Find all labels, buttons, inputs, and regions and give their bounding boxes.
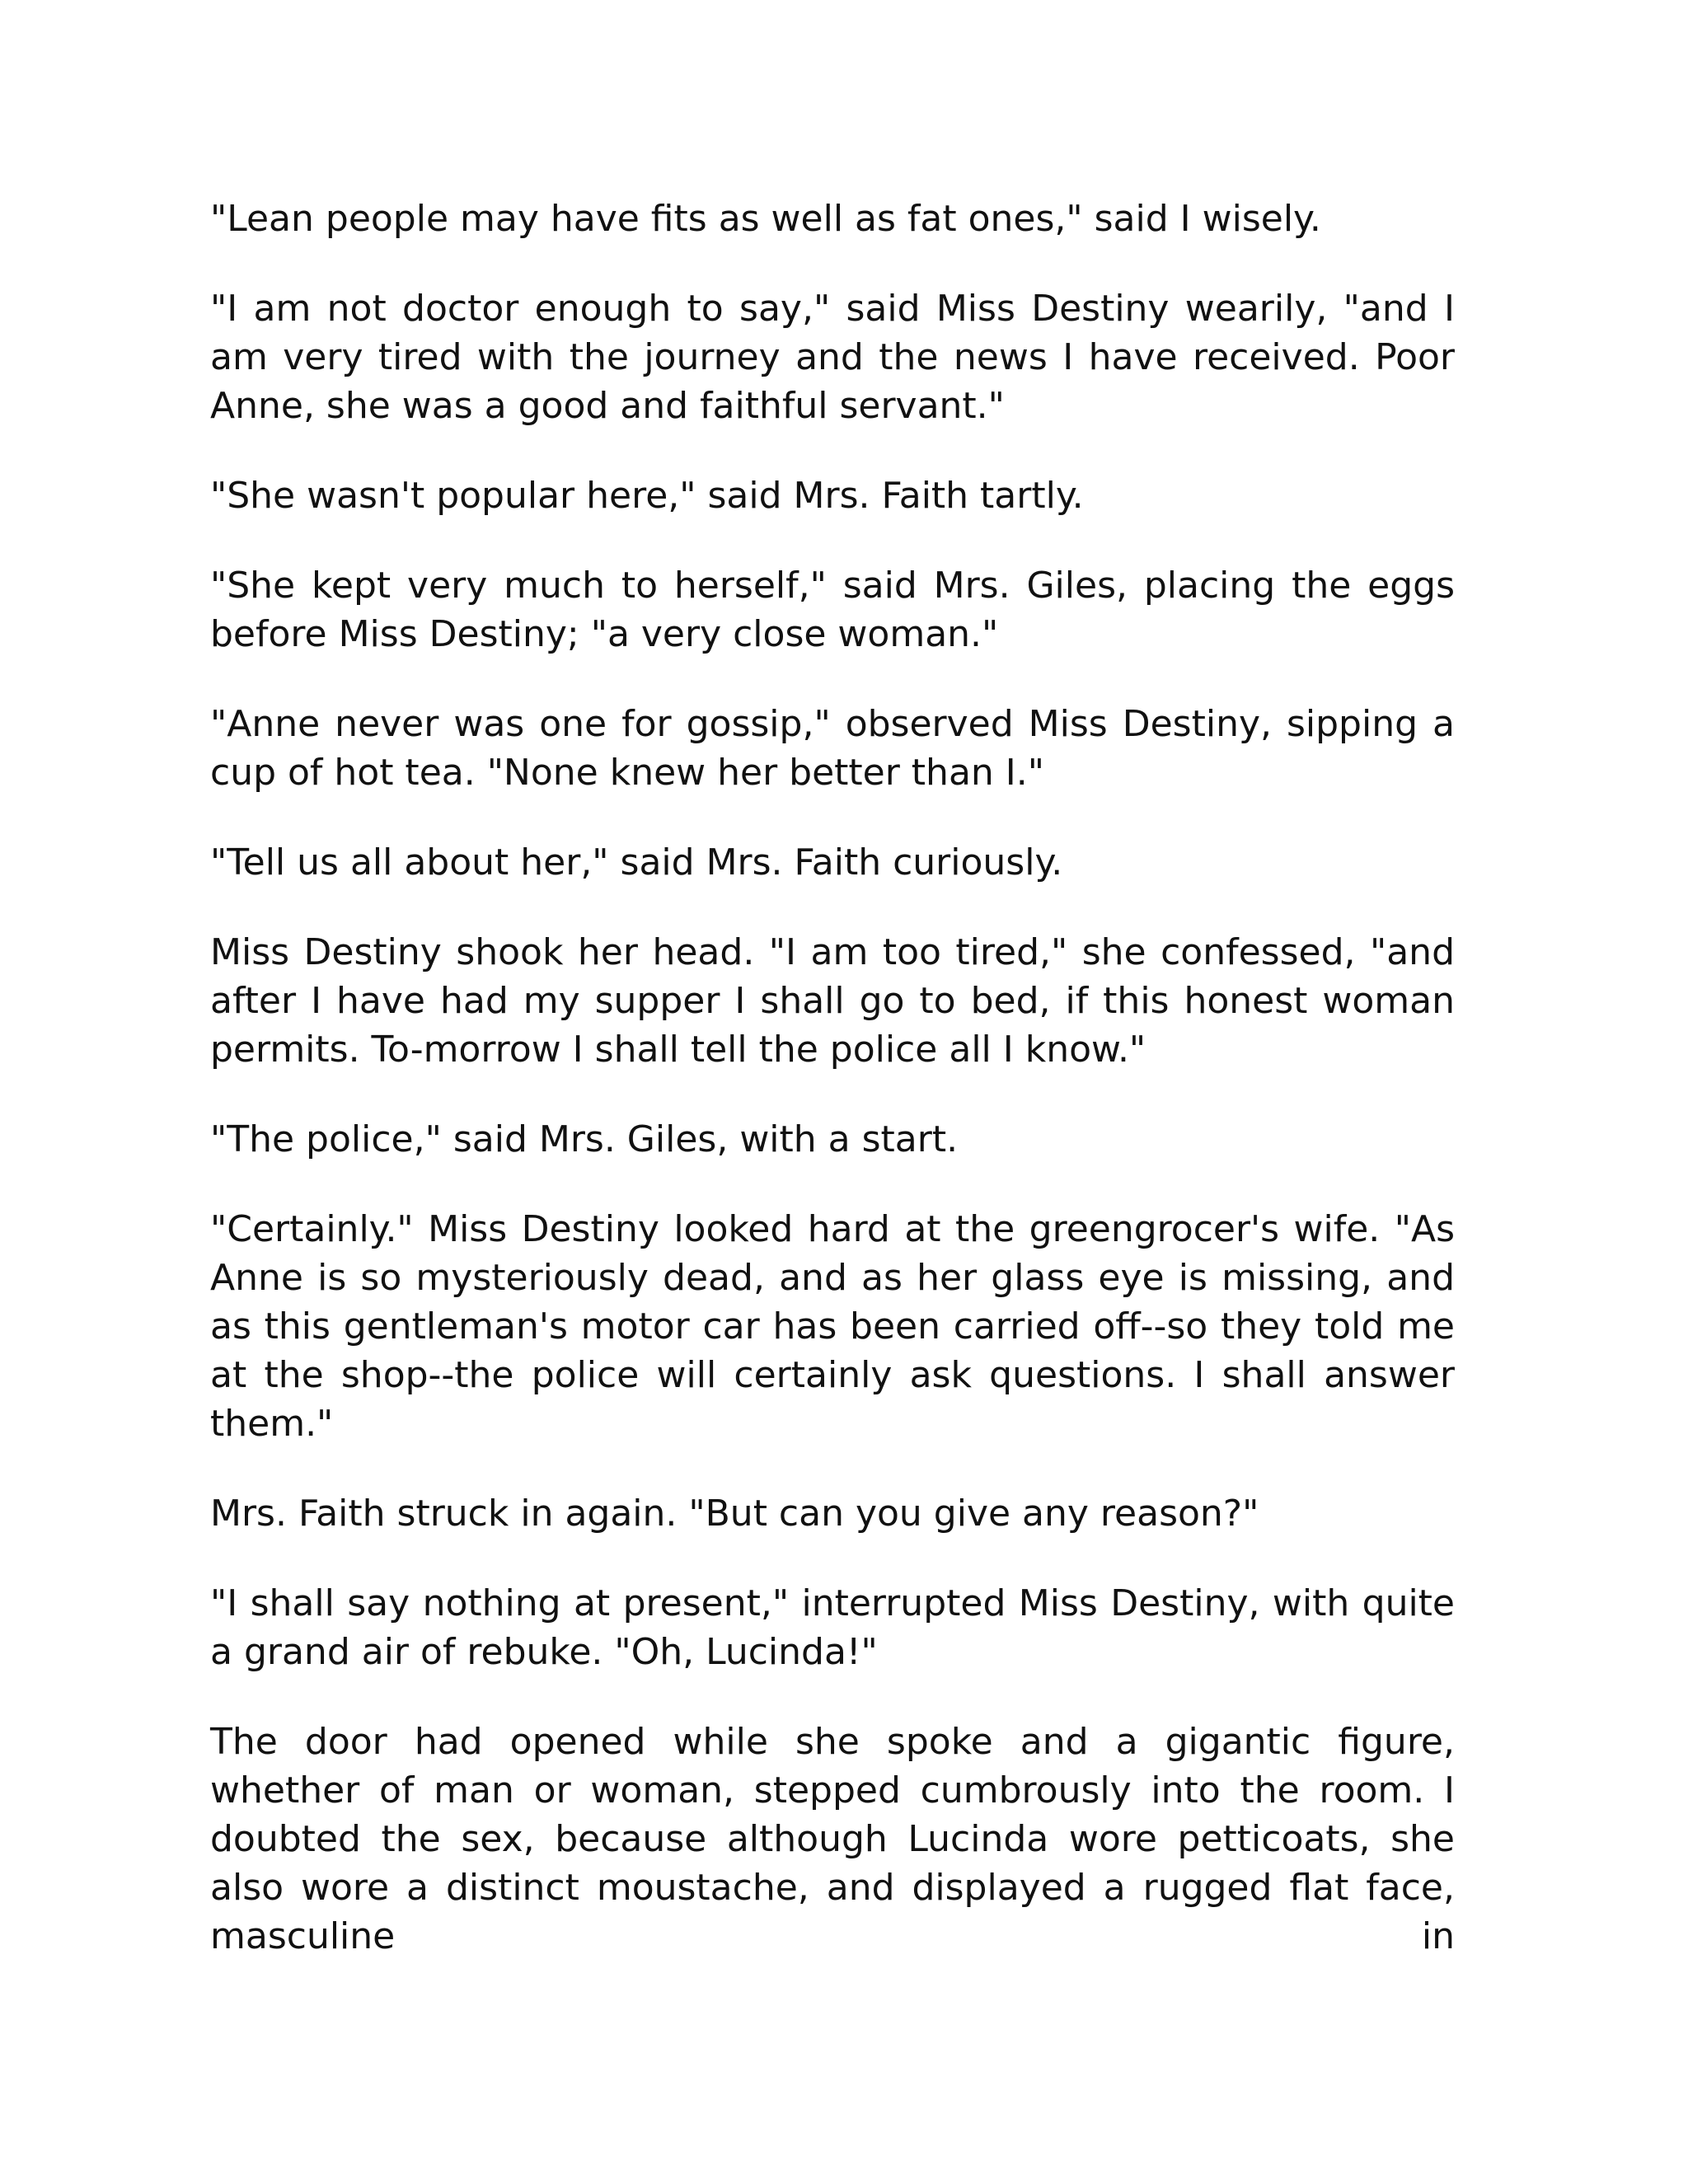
- paragraph: "Certainly." Miss Destiny looked hard at the greengrocer's wife. "As Anne is so mysteriously dead, and as her glass eye is missing, and as this gentleman's motor car has been carried off--so they told me at the shop--the police will certainly ask questions. I shall answer them.": [210, 1208, 1455, 1445]
- paragraph: "Anne never was one for gossip," observed Miss Destiny, sipping a cup of hot tea. "None knew her better than I.": [210, 703, 1455, 794]
- paragraph: Mrs. Faith struck in again. "But can you give any reason?": [210, 1493, 1259, 1535]
- paragraph: "She wasn't popular here," said Mrs. Faith tartly.: [210, 475, 1084, 517]
- paragraph: "I am not doctor enough to say," said Miss Destiny wearily, "and I am very tired with the journey and the news I have received. Poor Anne, she was a good and faithful servant.": [210, 288, 1455, 427]
- paragraph: "She kept very much to herself," said Mrs. Giles, placing the eggs before Miss Destiny; "a very close woman.": [210, 565, 1455, 655]
- paragraph: Miss Destiny shook her head. "I am too tired," she confessed, "and after I have had my supper I shall go to bed, if this honest woman permits. To-morrow I shall tell the police all I know.": [210, 931, 1455, 1071]
- paragraph: "The police," said Mrs. Giles, with a start.: [210, 1118, 959, 1160]
- paragraph: "Tell us all about her," said Mrs. Faith curiously.: [210, 841, 1063, 883]
- paragraph: "Lean people may have fits as well as fat ones," said I wisely.: [210, 198, 1321, 240]
- paragraph: "I shall say nothing at present," interrupted Miss Destiny, with quite a grand air of rebuke. "Oh, Lucinda!": [210, 1582, 1455, 1673]
- page-body: [210, 194, 1455, 2002]
- paragraph: The door had opened while she spoke and a gigantic figure, whether of man or woman, stepped cumbrously into the room. I doubted the sex, because although Lucinda wore petticoats, she also wore a distinct moustache, and displayed a rugged flat face, masculine in: [210, 1721, 1455, 1957]
